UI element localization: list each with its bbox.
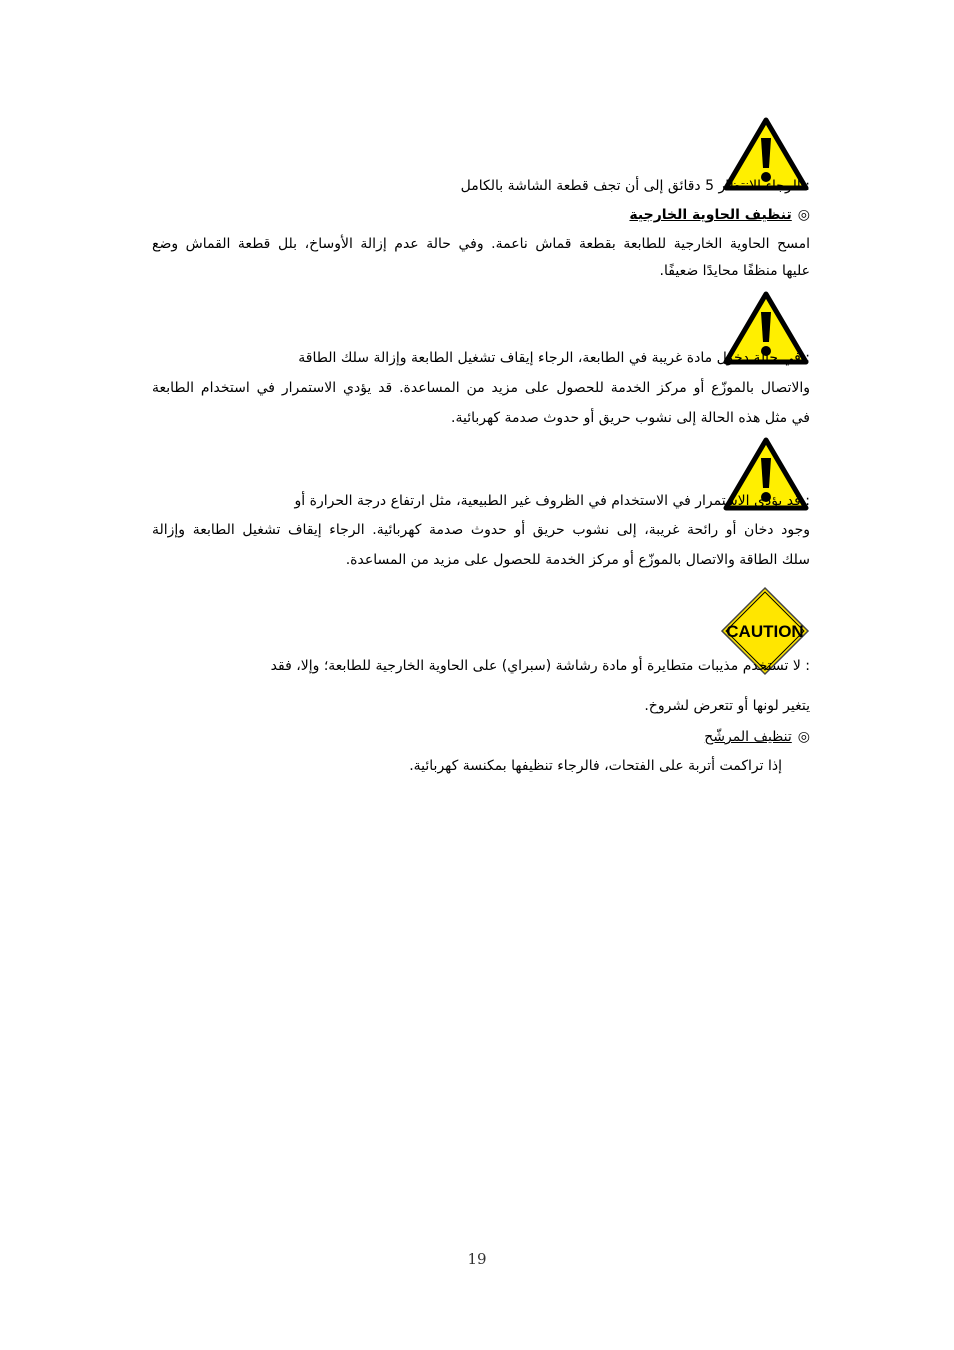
bullet-icon: ◎ [797,729,810,745]
paragraph-line: عليها منظفًا محايدًا ضعيفًا. [659,263,810,279]
paragraph-line: يتغير لونها أو تتعرض لشروخ. [644,698,810,714]
paragraph-line: سلك الطاقة والاتصال بالموزّع أو مركز الخدمة للحصول على مزيد من المساعدة. [345,552,810,568]
paragraph-line: في مثل هذه الحالة إلى نشوب حريق أو حدوث صدمة كهربائية. [451,410,810,426]
paragraph-line: إذا تراكمت أتربة على الفتحات، فالرجاء تنظيفها بمكنسة كهربائية. [409,758,782,774]
warning3-text: : قد يؤدي الاستمرار في الاستخدام في الظروف غير الطبيعية، مثل ارتفاع درجة الحرارة أو [294,493,810,509]
caution-text: : لا تستخدم مذيبات متطايرة أو مادة رشاشة (سبراي) على الحاوية الخارجية للطابعة؛ وإلا، فقد [270,658,810,674]
section-title: تنظيف المرشّح [704,729,792,745]
section-title: تنظيف الحاوية الخارجية [629,207,792,223]
paragraph-line: والاتصال بالموزّع أو مركز الخدمة للحصول على مزيد من المساعدة. قد يؤدي الاستمرار في استخدام الطابعة [152,380,810,396]
section-heading-housing [629,205,810,225]
caution-label: CAUTION [726,622,804,641]
section-heading-filter [704,727,810,747]
warning1-text: : الرجاء الانتظار 5 دقائق إلى أن تجف قطعة الشاشة بالكامل [460,178,810,194]
paragraph-line: وجود دخان أو رائحة غريبة، إلى نشوب حريق أو حدوث صدمة كهربائية. الرجاء إيقاف تشغيل الطابعة وإزالة [152,522,810,538]
paragraph-line: امسح الحاوية الخارجية للطابعة بقطعة قماش ناعمة. وفي حالة عدم إزالة الأوساخ، بلل قطعة القماش وضع [152,236,810,252]
warning2-text: : في حالة دخول مادة غريبة في الطابعة، الرجاء إيقاف تشغيل الطابعة وإزالة سلك الطاقة [298,350,810,366]
bullet-icon: ◎ [797,207,810,223]
page-number: 19 [467,1250,487,1268]
